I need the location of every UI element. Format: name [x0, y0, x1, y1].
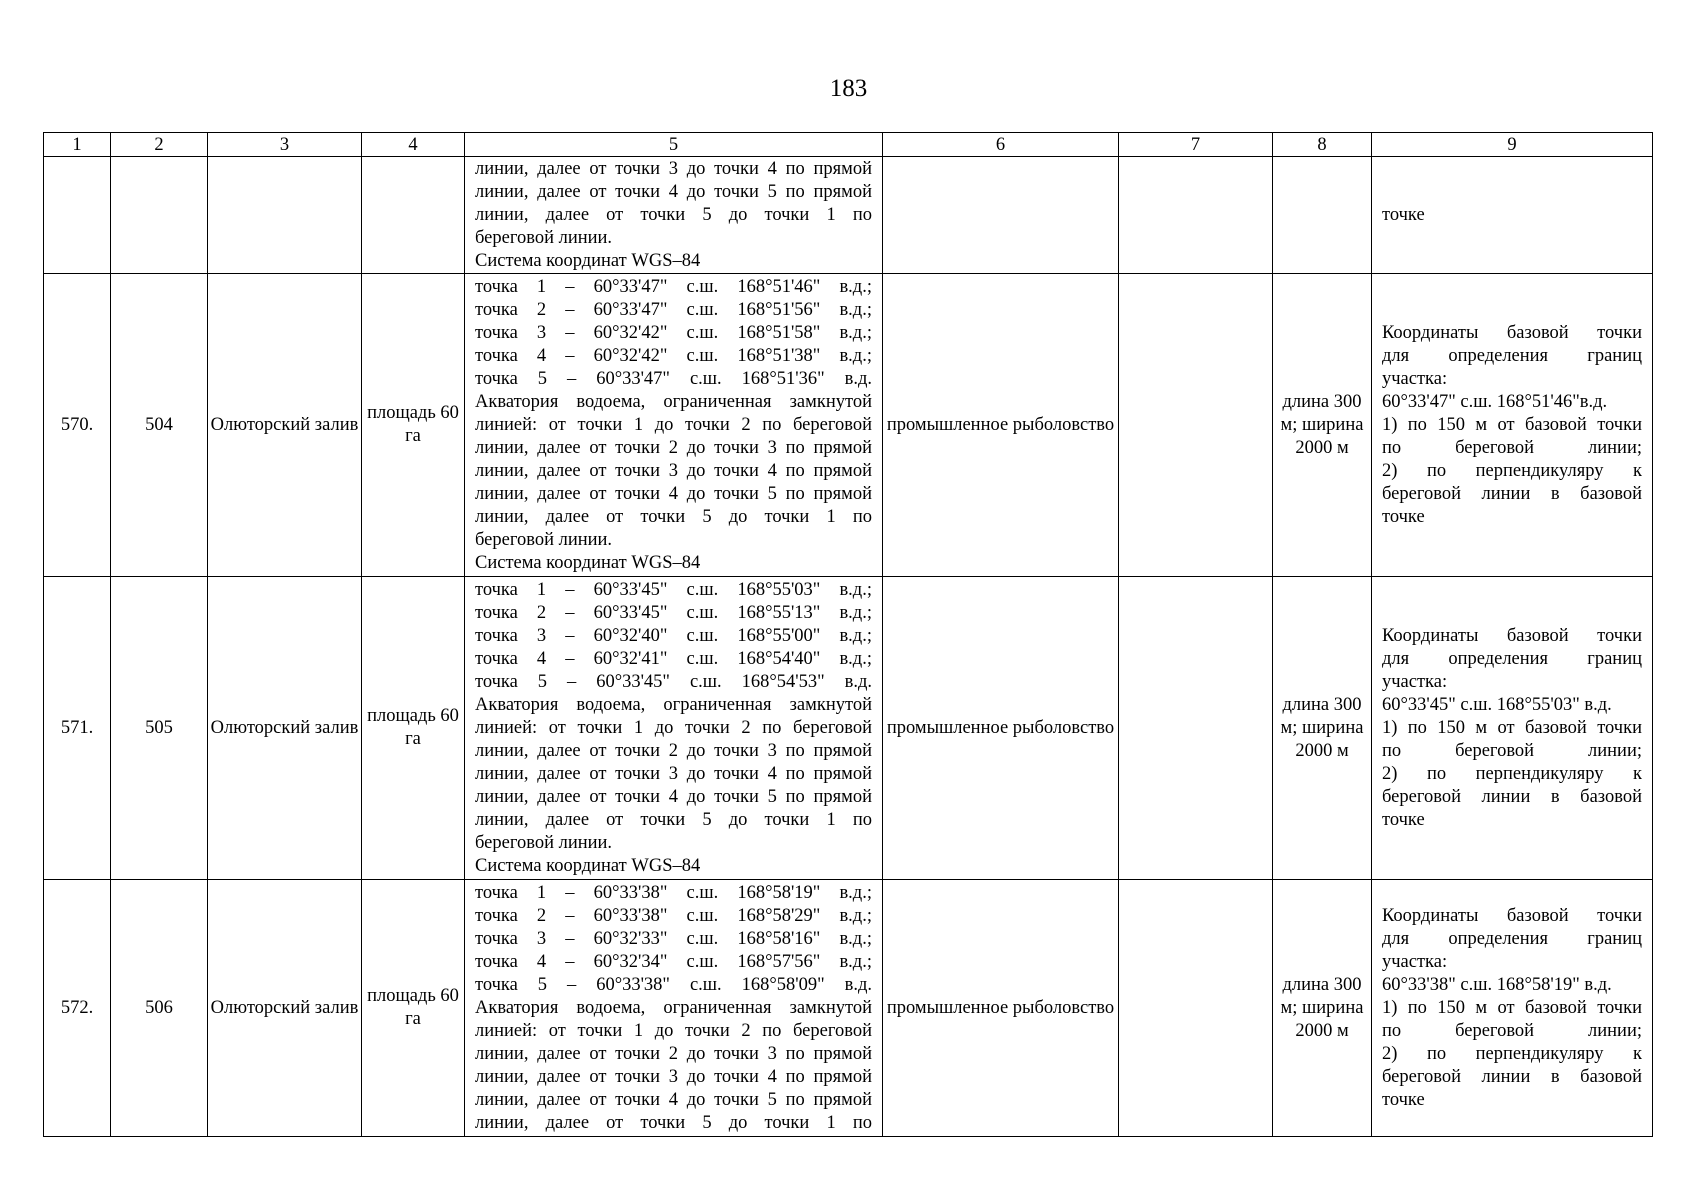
text-line: линии, далее от точки 3 до точки 4 по прямой: [475, 159, 872, 179]
text-line: линии, далее от точки 3 до точки 4 по прямой: [475, 1067, 872, 1087]
purpose: промышленное рыболовство: [883, 880, 1119, 1137]
plot-id: 506: [111, 880, 208, 1137]
text-line: Акватория водоема, ограниченная замкнутой: [475, 695, 872, 715]
text-line: точке: [1382, 1090, 1425, 1110]
text-line: по береговой линии;: [1382, 741, 1642, 761]
text-line: береговой линии в базовой: [1382, 484, 1642, 504]
text-line: точка 2 – 60°33'47" с.ш. 168°51'56" в.д.;: [475, 300, 872, 320]
land-plots-table: [43, 132, 1653, 1137]
text-line: линии, далее от точки 3 до точки 4 по прямой: [475, 461, 872, 481]
column-header: 4: [362, 133, 465, 157]
area: площадь 60 га: [362, 577, 465, 880]
text-line: точка 2 – 60°33'38" с.ш. 168°58'29" в.д.;: [475, 906, 872, 926]
text-line: для определения границ: [1382, 929, 1642, 949]
text-line: точка 3 – 60°32'40" с.ш. 168°55'00" в.д.;: [475, 626, 872, 646]
text-line: линии, далее от точки 2 до точки 3 по прямой: [475, 1044, 872, 1064]
column-header: 7: [1119, 133, 1273, 157]
text-line: береговой линии.: [475, 530, 613, 550]
text-line: точка 3 – 60°32'33" с.ш. 168°58'16" в.д.;: [475, 929, 872, 949]
page-number: 183: [829, 75, 868, 102]
text-line: точка 4 – 60°32'41" с.ш. 168°54'40" в.д.;: [475, 649, 872, 669]
text-line: линии, далее от точки 4 до точки 5 по прямой: [475, 484, 872, 504]
column-header: 9: [1372, 133, 1653, 157]
text-line: Координаты базовой точки: [1382, 323, 1642, 343]
text-line: линией: от точки 1 до точки 2 по береговой: [475, 718, 872, 738]
row-number: 570.: [44, 274, 111, 577]
text-line: для определения границ: [1382, 346, 1642, 366]
table-row: [44, 880, 1653, 1137]
text-line: участка:: [1382, 672, 1448, 692]
text-line: линии, далее от точки 4 до точки 5 по прямой: [475, 1090, 872, 1110]
column-header: 1: [44, 133, 111, 157]
text-line: точка 5 – 60°33'45" с.ш. 168°54'53" в.д.: [475, 672, 872, 692]
row-number: 572.: [44, 880, 111, 1137]
text-line: линии, далее от точки 2 до точки 3 по прямой: [475, 438, 872, 458]
text-line: линии, далее от точки 5 до точки 1 по: [475, 507, 872, 527]
text-line: 60°33'38" с.ш. 168°58'19" в.д.: [1382, 975, 1612, 995]
text-line: точка 1 – 60°33'38" с.ш. 168°58'19" в.д.;: [475, 883, 872, 903]
text-line: линии, далее от точки 5 до точки 1 по: [475, 810, 872, 830]
text-line: точка 2 – 60°33'45" с.ш. 168°55'13" в.д.;: [475, 603, 872, 623]
text-line: 2) по перпендикуляру к: [1382, 461, 1642, 481]
location: Олюторский залив: [208, 274, 362, 577]
coordinates-cell: [465, 157, 883, 274]
coordinates-cell: [465, 577, 883, 880]
text-line: участка:: [1382, 952, 1448, 972]
text-line: точка 5 – 60°33'47" с.ш. 168°51'36" в.д.: [475, 369, 872, 389]
location: Олюторский залив: [208, 880, 362, 1137]
text-line: Система координат WGS–84: [475, 856, 701, 876]
text-line: 60°33'45" с.ш. 168°55'03" в.д.: [1382, 695, 1612, 715]
col7-cell: [1119, 274, 1273, 577]
size: длина 300 м; ширина 2000 м: [1273, 274, 1372, 577]
purpose: промышленное рыболовство: [883, 577, 1119, 880]
table-row: [44, 577, 1653, 880]
text-line: по береговой линии;: [1382, 1021, 1642, 1041]
col7-cell: [1119, 577, 1273, 880]
text-line: линии, далее от точки 5 до точки 1 по: [475, 1113, 872, 1133]
text-line: Система координат WGS–84: [475, 251, 701, 271]
note-cell: [1372, 274, 1653, 577]
column-header: 6: [883, 133, 1119, 157]
text-line: линии, далее от точки 4 до точки 5 по прямой: [475, 787, 872, 807]
text-line: Акватория водоема, ограниченная замкнутой: [475, 392, 872, 412]
text-line: Акватория водоема, ограниченная замкнутой: [475, 998, 872, 1018]
text-line: Координаты базовой точки: [1382, 626, 1642, 646]
text-line: точка 3 – 60°32'42" с.ш. 168°51'58" в.д.;: [475, 323, 872, 343]
text-line: точке: [1382, 810, 1425, 830]
column-header: 2: [111, 133, 208, 157]
purpose: промышленное рыболовство: [883, 274, 1119, 577]
column-number-row: [44, 133, 1653, 157]
location: Олюторский залив: [208, 577, 362, 880]
text-line: береговой линии.: [475, 228, 613, 248]
note-cell: [1372, 577, 1653, 880]
size: длина 300 м; ширина 2000 м: [1273, 577, 1372, 880]
col7-cell: [1119, 880, 1273, 1137]
text-line: точка 4 – 60°32'42" с.ш. 168°51'38" в.д.;: [475, 346, 872, 366]
text-line: 1) по 150 м от базовой точки: [1382, 415, 1642, 435]
text-line: береговой линии в базовой: [1382, 1067, 1642, 1087]
text-line: береговой линии.: [475, 833, 613, 853]
size: длина 300 м; ширина 2000 м: [1273, 880, 1372, 1137]
note-text: точке: [1382, 205, 1425, 225]
column-header: 8: [1273, 133, 1372, 157]
text-line: 2) по перпендикуляру к: [1382, 1044, 1642, 1064]
text-line: 1) по 150 м от базовой точки: [1382, 998, 1642, 1018]
text-line: линией: от точки 1 до точки 2 по береговой: [475, 1021, 872, 1041]
area: площадь 60 га: [362, 880, 465, 1137]
text-line: береговой линии в базовой: [1382, 787, 1642, 807]
coordinates-cell: [465, 274, 883, 577]
text-line: точка 4 – 60°32'34" с.ш. 168°57'56" в.д.;: [475, 952, 872, 972]
note-cell: [1372, 157, 1653, 274]
text-line: точка 5 – 60°33'38" с.ш. 168°58'09" в.д.: [475, 975, 872, 995]
text-line: точка 1 – 60°33'47" с.ш. 168°51'46" в.д.;: [475, 277, 872, 297]
text-line: точке: [1382, 507, 1425, 527]
row-number: 571.: [44, 577, 111, 880]
text-line: линии, далее от точки 5 до точки 1 по: [475, 205, 872, 225]
text-line: 60°33'47" с.ш. 168°51'46"в.д.: [1382, 392, 1608, 412]
plot-id: 505: [111, 577, 208, 880]
text-line: участка:: [1382, 369, 1448, 389]
text-line: линии, далее от точки 2 до точки 3 по прямой: [475, 741, 872, 761]
note-cell: [1372, 880, 1653, 1137]
text-line: линии, далее от точки 3 до точки 4 по прямой: [475, 764, 872, 784]
text-line: по береговой линии;: [1382, 438, 1642, 458]
text-line: линией: от точки 1 до точки 2 по береговой: [475, 415, 872, 435]
text-line: 2) по перпендикуляру к: [1382, 764, 1642, 784]
text-line: Система координат WGS–84: [475, 553, 701, 573]
text-line: Координаты базовой точки: [1382, 906, 1642, 926]
area: площадь 60 га: [362, 274, 465, 577]
coordinates-cell: [465, 880, 883, 1137]
text-line: точка 1 – 60°33'45" с.ш. 168°55'03" в.д.;: [475, 580, 872, 600]
text-line: 1) по 150 м от базовой точки: [1382, 718, 1642, 738]
table-row: [44, 274, 1653, 577]
column-header: 5: [465, 133, 883, 157]
column-header: 3: [208, 133, 362, 157]
plot-id: 504: [111, 274, 208, 577]
continuation-row: [44, 157, 1653, 274]
text-line: для определения границ: [1382, 649, 1642, 669]
text-line: линии, далее от точки 4 до точки 5 по прямой: [475, 182, 872, 202]
